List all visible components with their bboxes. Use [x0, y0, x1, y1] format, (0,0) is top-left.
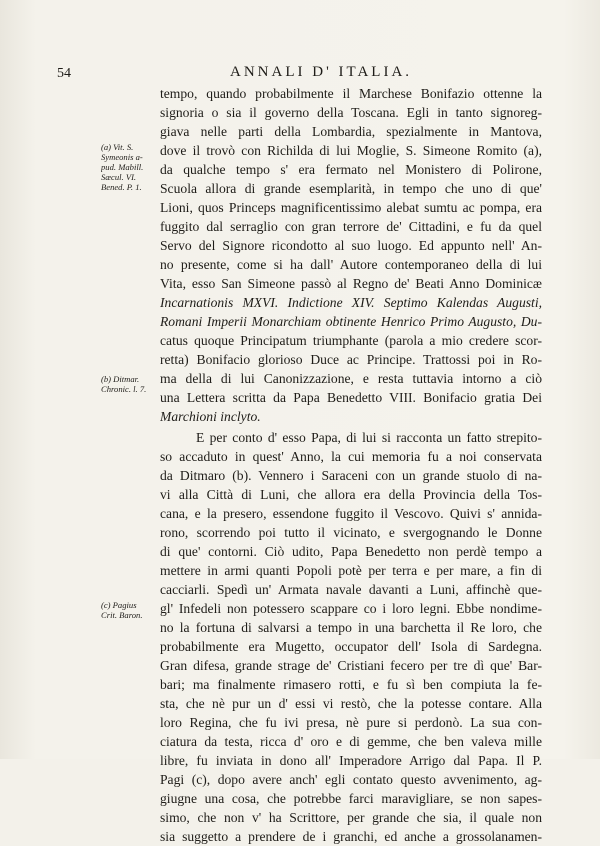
text-line: Incarnationis MXVI. Indictione XIV. Septimo Kalendas Augusti,	[160, 295, 542, 310]
text-line: ciatura da testa, ricca d' oro e di gemme, che ben valeva mille	[160, 734, 542, 749]
text-line: cacciarli. Spedì un' Armata navale davanti a Luni, affinchè que-	[160, 582, 542, 597]
text-line: loro Regina, che fu ivi presa, nè pure si perdonò. La sua con-	[160, 715, 542, 730]
text-line: tempo, quando probabilmente il Marchese Bonifazio ottenne la	[160, 86, 542, 101]
margin-note-c	[101, 600, 157, 620]
text-line: giava nelle parti della Lombardia, spezialmente in Mantova,	[160, 124, 542, 139]
text-line: Lioni, quos Princeps magnificentissimo alebat sumtu ac pompa, era	[160, 200, 542, 215]
text-line: da Ditmaro (b). Vennero i Saraceni con un grande stuolo di na-	[160, 468, 542, 483]
margin-note-b	[101, 374, 157, 394]
text-line: no presente, come si ha dall' Autore contemporaneo della di lui	[160, 257, 542, 272]
margin-note-line: (c) Pagius	[101, 600, 137, 610]
page-number: 54	[57, 66, 71, 81]
text-line: di que' contorni. Ciò udito, Papa Benedetto non perdè tempo a	[160, 544, 542, 559]
text-line: no la fortuna di salvarsi a tempo in una barchetta il Re loro, che	[160, 620, 542, 635]
text-line: Vita, esso San Simeone passò al Regno de' Beati Anno Dominicæ	[160, 276, 542, 291]
text-line: Scuola allora di grande esemplarità, in tempo che uno di que'	[160, 181, 542, 196]
text-line: da qualche tempo s' era fermato nel Monistero di Polirone,	[160, 162, 542, 177]
margin-note-line: Symeonis a-	[101, 152, 143, 162]
text-line: fuggito dal serraglio con gran terrore de' Cittadini, e fu da quel	[160, 219, 542, 234]
text-line: dove il trovò con Richilda di lui Moglie, S. Simeone Romito (a),	[160, 143, 542, 158]
text-line: catus quoque Principatum triumphante (parola a mio credere scor-	[160, 333, 542, 348]
margin-note-line: (b) Ditmar.	[101, 374, 140, 384]
text-line: vi alla Città di Luni, che allora era della Provincia della Tos-	[160, 487, 542, 502]
margin-note-line: Sæcul. VI.	[101, 172, 137, 182]
text-line: sta, che nè pur un d' essi vi restò, che la potesse contare. Alla	[160, 696, 542, 711]
text-line: Marchioni inclyto.	[160, 409, 261, 424]
text-line: Romani Imperii Monarchiam obtinente Henrico Primo Augusto, Du-	[160, 314, 542, 329]
margin-note-line: (a) Vit. S.	[101, 142, 134, 152]
margin-note-a	[101, 142, 157, 192]
text-line: mettere in armi quanti Popoli potè per terra e per mare, a fin di	[160, 563, 542, 578]
text-line: Pagi (c), dopo avere anch' egli contato questo avvenimento, ag-	[160, 772, 542, 787]
margin-note-line: Crit. Baron.	[101, 610, 143, 620]
text-line: sia suggetto a prendere de i granchi, ed anche a grossolanamen-	[160, 829, 542, 844]
text-line: simo, che non v' ha Scrittore, per grande che sia, il quale non	[160, 810, 542, 825]
text-line: giugne una cosa, che potrebbe farci maravigliare, se non sapes-	[160, 791, 542, 806]
text-line: Gran difesa, grande strage de' Cristiani fecero per tre dì que' Bar-	[160, 658, 542, 673]
text-line: una Lettera scritta da Papa Benedetto VIII. Bonifacio gratia Dei	[160, 390, 542, 405]
margin-note-line: Bened. P. 1.	[101, 182, 142, 192]
text-line: ma della di lui Canonizzazione, e resta tuttavia intorno a ciò	[160, 371, 542, 386]
text-line: E per conto d' esso Papa, di lui si racconta un fatto strepito-	[196, 430, 542, 445]
text-line: so accaduto in quest' Anno, la cui memoria fu a noi conservata	[160, 449, 542, 464]
text-line: probabilmente era Mugetto, occupator dell' Isola di Sardegna.	[160, 639, 542, 654]
text-line: Servo del Signore ricondotto al suo luogo. Ed appunto nell' An-	[160, 238, 542, 253]
text-line: cana, e la presero, essendone fuggito il Vescovo. Quivi s' annida-	[160, 506, 542, 521]
margin-note-line: pud. Mabill.	[101, 162, 144, 172]
text-line: signoria o sia il governo della Toscana. Egli in tanto signoreg-	[160, 105, 542, 120]
margin-note-line: Chronic. l. 7.	[101, 384, 147, 394]
text-line: bari; ma finalmente rimasero rotti, e fu sì ben compiuta la fe-	[160, 677, 542, 692]
running-title: ANNALI D' ITALIA.	[230, 64, 413, 80]
text-line: libre, fu inviata in dono all' Imperadore Arrigo dal Papa. Il P.	[160, 753, 542, 768]
text-line: retta) Bonifacio glorioso Duce ac Principe. Trattossi poi in Ro-	[160, 352, 542, 367]
text-line: rono, scorrendo poi tutto il vicinato, e svergognando le Donne	[160, 525, 542, 540]
text-line: gl' Infedeli non potessero scappare co i loro legni. Ebbe nondime-	[160, 601, 542, 616]
